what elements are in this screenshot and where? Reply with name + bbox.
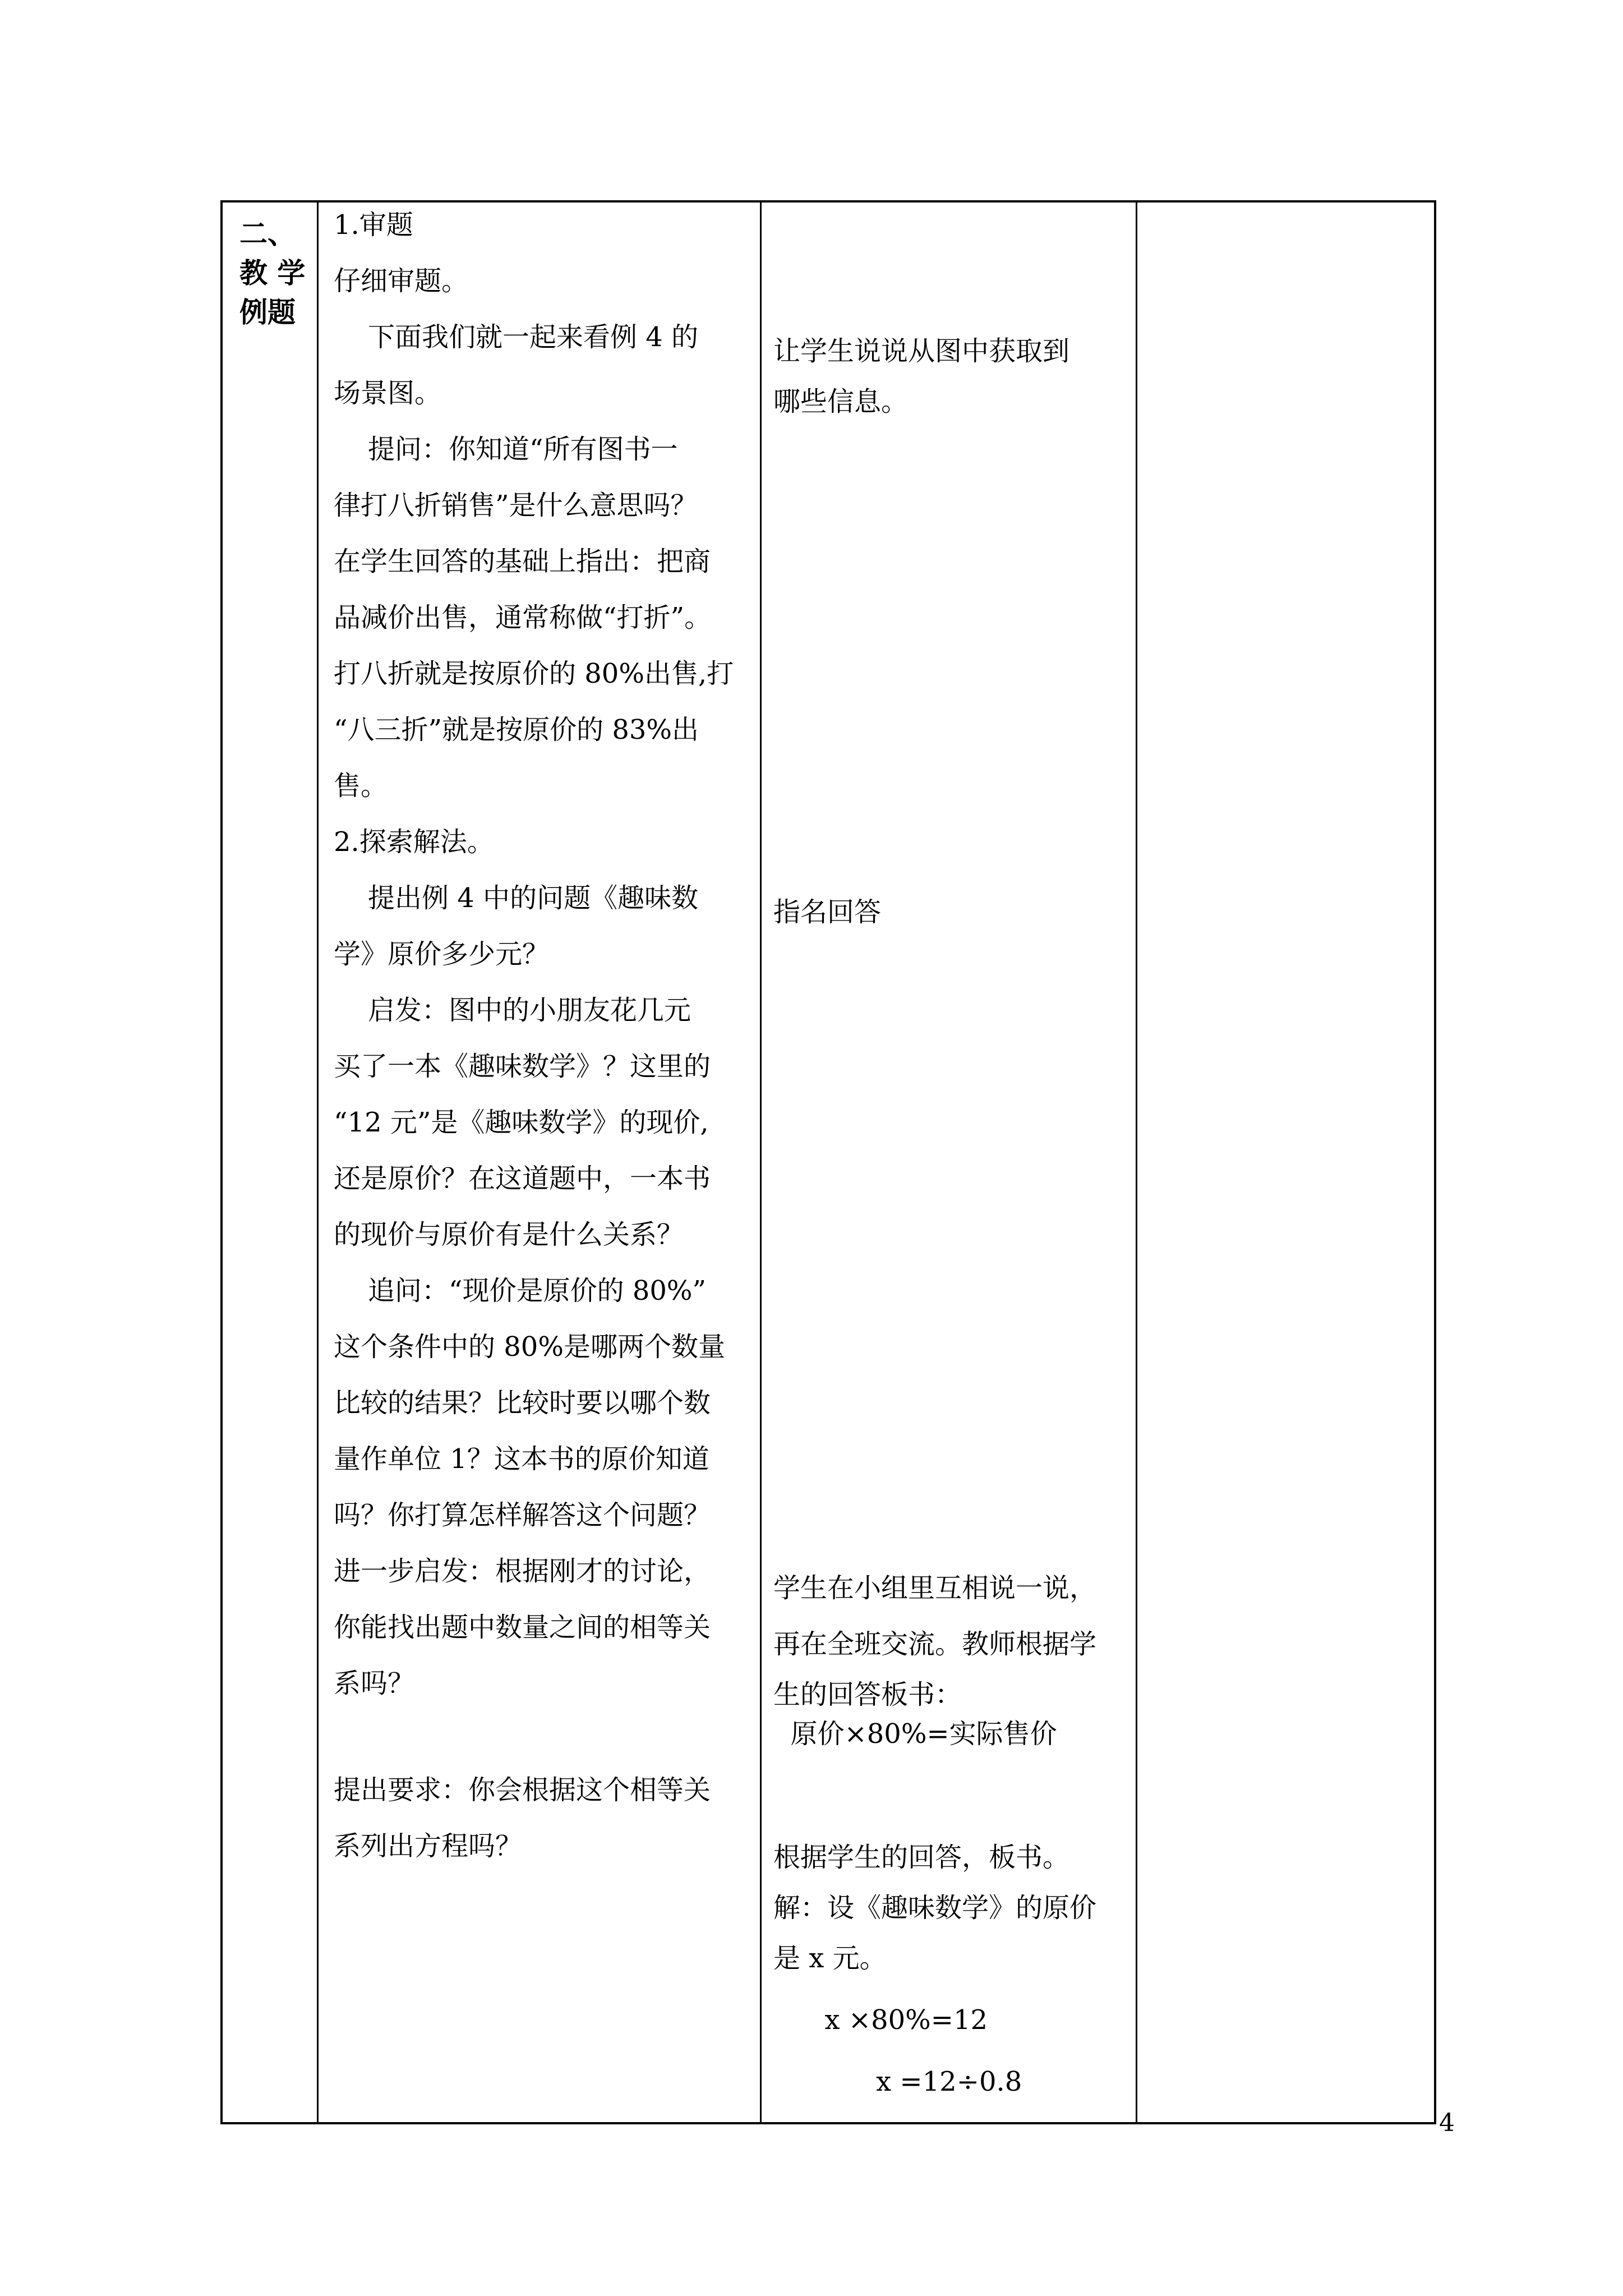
- teacher-line: 还是原价？在这道题中，一本书: [334, 1163, 711, 1194]
- teacher-line: 系列出方程吗？: [334, 1830, 523, 1862]
- column-divider: [760, 203, 762, 2122]
- student-line: 解：设《趣味数学》的原价: [773, 1892, 1097, 1924]
- teacher-line: 1.审题: [334, 209, 413, 241]
- teacher-line: 仔细审题。: [334, 265, 469, 297]
- teacher-line: 品减价出售，通常称做“打折”。: [334, 602, 712, 633]
- teacher-line: 这个条件中的 80%是哪两个数量: [334, 1331, 725, 1363]
- teacher-line: 在学生回答的基础上指出：把商: [334, 546, 711, 577]
- teacher-line: 比较的结果？比较时要以哪个数: [334, 1387, 711, 1419]
- teacher-line: 你能找出题中数量之间的相等关: [334, 1612, 711, 1643]
- student-line: 哪些信息。: [773, 386, 909, 417]
- teacher-line: 场景图。: [334, 378, 442, 409]
- student-line: 学生在小组里互相说一说，: [773, 1572, 1097, 1604]
- teacher-line: 系吗？: [334, 1668, 415, 1699]
- teacher-line: 提出要求：你会根据这个相等关: [334, 1774, 711, 1806]
- teacher-line: “八三折”就是按原价的 83%出: [334, 714, 699, 746]
- teacher-line: 提问：你知道“所有图书一: [334, 434, 678, 465]
- section-label-line: 教 学: [239, 256, 306, 289]
- teacher-line: 量作单位 1？这本书的原价知道: [334, 1443, 709, 1475]
- teacher-line: 下面我们就一起来看例 4 的: [334, 321, 699, 353]
- teacher-line: 2.探索解法。: [334, 826, 494, 858]
- student-line: 让学生说说从图中获取到: [773, 335, 1070, 367]
- student-line: 生的回答板书：: [773, 1679, 962, 1710]
- page-number: 4: [1439, 2109, 1455, 2137]
- student-line: 再在全班交流。教师根据学: [773, 1628, 1097, 1660]
- lesson-table: [220, 200, 1436, 2124]
- student-line: 是 x 元。: [773, 1943, 887, 1974]
- student-line: 指名回答: [773, 896, 882, 928]
- teacher-line: 提出例 4 中的问题《趣味数: [334, 882, 699, 914]
- student-line: x =12÷0.8: [773, 2066, 1022, 2097]
- teacher-line: 律打八折销售”是什么意思吗？: [334, 490, 698, 521]
- section-label-line: 例题: [239, 296, 296, 329]
- column-divider: [317, 203, 319, 2122]
- teacher-line: 进一步启发：根据刚才的讨论，: [334, 1556, 711, 1587]
- teacher-line: 的现价与原价有是什么关系？: [334, 1219, 684, 1250]
- teacher-line: 追问：“现价是原价的 80%”: [334, 1275, 707, 1306]
- teacher-line: 打八折就是按原价的 80%出售,打: [334, 658, 734, 689]
- teacher-line: “12 元”是《趣味数学》的现价,: [334, 1107, 709, 1138]
- teacher-line: 学》原价多少元？: [334, 938, 550, 970]
- student-line: 原价×80%=实际售价: [773, 1718, 1057, 1750]
- teacher-line: 买了一本《趣味数学》？这里的: [334, 1051, 711, 1082]
- teacher-line: 启发：图中的小朋友花几元: [334, 995, 691, 1026]
- student-line: 根据学生的回答，板书。: [773, 1842, 1070, 1873]
- teacher-line: 吗？你打算怎样解答这个问题？: [334, 1499, 711, 1531]
- section-label-line: 二、: [239, 217, 296, 250]
- student-line: x ×80%=12: [773, 2004, 988, 2036]
- column-divider: [1136, 203, 1137, 2122]
- teacher-line: 售。: [334, 770, 388, 802]
